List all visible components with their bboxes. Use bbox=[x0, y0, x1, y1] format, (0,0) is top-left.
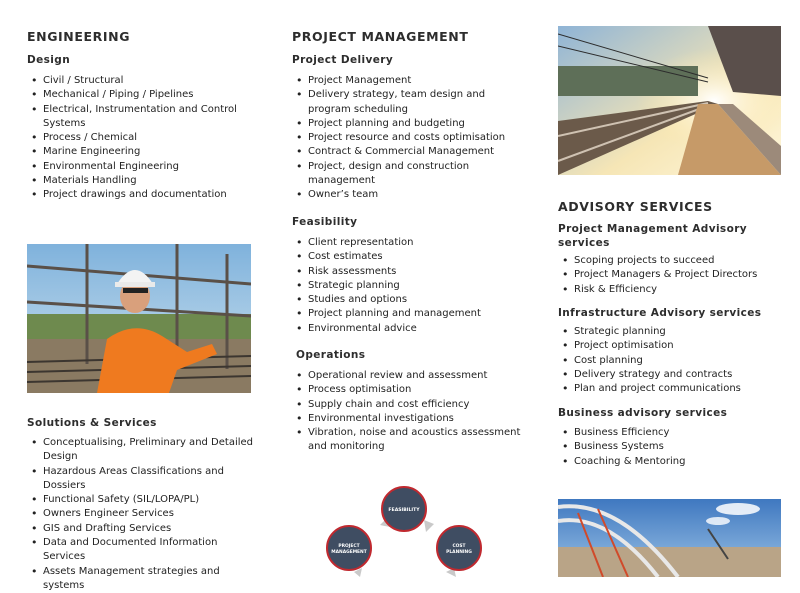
list-item: • Delivery strategy, team design and program scheduling bbox=[292, 88, 524, 117]
list-item: • Owners Engineer Services bbox=[27, 507, 257, 521]
list-item: • Data and Documented Information Services bbox=[27, 536, 257, 565]
project-management-heading: PROJECT MANAGEMENT bbox=[292, 29, 469, 44]
business-advisory-title: Business advisory services bbox=[558, 407, 728, 419]
list-item: • Environmental investigations bbox=[292, 412, 524, 426]
pm-advisory-title: Project Management Advisory services bbox=[558, 223, 748, 249]
list-item: • Project drawings and documentation bbox=[27, 188, 257, 202]
list-item: • Supply chain and cost efficiency bbox=[292, 398, 524, 412]
feasibility-list bbox=[292, 236, 524, 336]
solutions-title: Solutions & Services bbox=[27, 417, 157, 429]
list-item: • Contract & Commercial Management bbox=[292, 145, 524, 159]
list-item: • GIS and Drafting Services bbox=[27, 522, 257, 536]
list-item: • Environmental Engineering bbox=[27, 160, 257, 174]
list-item: • Project resource and costs optimisation bbox=[292, 131, 524, 145]
list-item: • Project planning and management bbox=[292, 307, 524, 321]
list-item: • Process / Chemical bbox=[27, 131, 257, 145]
list-item: • Scoping projects to succeed bbox=[558, 254, 788, 268]
list-item: • Risk assessments bbox=[292, 265, 524, 279]
list-item: • Vibration, noise and acoustics assessment and monitoring bbox=[292, 426, 524, 455]
arrow-icon bbox=[424, 520, 434, 532]
list-item: • Cost planning bbox=[558, 354, 788, 368]
list-item: • Assets Management strategies and systems bbox=[27, 565, 257, 593]
list-item: • Environmental advice bbox=[292, 322, 524, 336]
list-item: • Mechanical / Piping / Pipelines bbox=[27, 88, 257, 102]
list-item: • Project Management bbox=[292, 74, 524, 88]
list-item: • Project Managers & Project Directors bbox=[558, 268, 788, 282]
list-item: • Hazardous Areas Classifications and Dossiers bbox=[27, 465, 257, 494]
list-item: • Strategic planning bbox=[558, 325, 788, 339]
cycle-label-feasibility: FEASIBILITY bbox=[388, 508, 420, 513]
list-item: • Project, design and construction management bbox=[292, 160, 524, 189]
list-item: • Delivery strategy and contracts bbox=[558, 368, 788, 382]
project-delivery-list bbox=[292, 74, 524, 203]
list-item: • Marine Engineering bbox=[27, 145, 257, 159]
cycle-label-cost-2: PLANNING bbox=[446, 550, 472, 555]
advisory-heading: ADVISORY SERVICES bbox=[558, 199, 713, 214]
feasibility-title: Feasibility bbox=[292, 216, 358, 228]
list-item: • Materials Handling bbox=[27, 174, 257, 188]
project-delivery-title: Project Delivery bbox=[292, 54, 394, 66]
engineering-heading: ENGINEERING bbox=[27, 29, 131, 44]
infrastructure-advisory-title: Infrastructure Advisory services bbox=[558, 307, 762, 319]
list-item: • Coaching & Mentoring bbox=[558, 455, 788, 469]
list-item: • Strategic planning bbox=[292, 279, 524, 293]
list-item: • Owner’s team bbox=[292, 188, 524, 202]
operations-title: Operations bbox=[296, 349, 366, 361]
design-title: Design bbox=[27, 54, 71, 66]
cycle-diagram bbox=[318, 480, 493, 577]
list-item: • Studies and options bbox=[292, 293, 524, 307]
list-item: • Business Systems bbox=[558, 440, 788, 454]
cycle-label-pm-2: MANAGEMENT bbox=[331, 550, 367, 555]
infrastructure-advisory-list bbox=[558, 325, 788, 396]
list-item: • Electrical, Instrumentation and Control Systems bbox=[27, 103, 257, 132]
list-item: • Conceptualising, Preliminary and Detailed Design bbox=[27, 436, 257, 465]
list-item: • Client representation bbox=[292, 236, 524, 250]
cycle-label-cost-1: COST bbox=[452, 544, 466, 549]
pm-advisory-list bbox=[558, 254, 788, 297]
railway-platform-photo bbox=[558, 26, 781, 175]
list-item: • Project optimisation bbox=[558, 339, 788, 353]
engineer-worker-photo bbox=[27, 244, 251, 393]
design-list bbox=[27, 74, 257, 203]
conveyor-photo bbox=[558, 499, 781, 577]
list-item: • Plan and project communications bbox=[558, 382, 788, 396]
solutions-list bbox=[27, 436, 257, 593]
list-item: • Operational review and assessment bbox=[292, 369, 524, 383]
list-item: • Process optimisation bbox=[292, 383, 524, 397]
list-item: • Cost estimates bbox=[292, 250, 524, 264]
list-item: • Civil / Structural bbox=[27, 74, 257, 88]
list-item: • Functional Safety (SIL/LOPA/PL) bbox=[27, 493, 257, 507]
business-advisory-list bbox=[558, 426, 788, 469]
list-item: • Business Efficiency bbox=[558, 426, 788, 440]
cycle-label-pm-1: PROJECT bbox=[338, 544, 360, 549]
list-item: • Project planning and budgeting bbox=[292, 117, 524, 131]
operations-list bbox=[292, 369, 524, 455]
list-item: • Risk & Efficiency bbox=[558, 283, 788, 297]
